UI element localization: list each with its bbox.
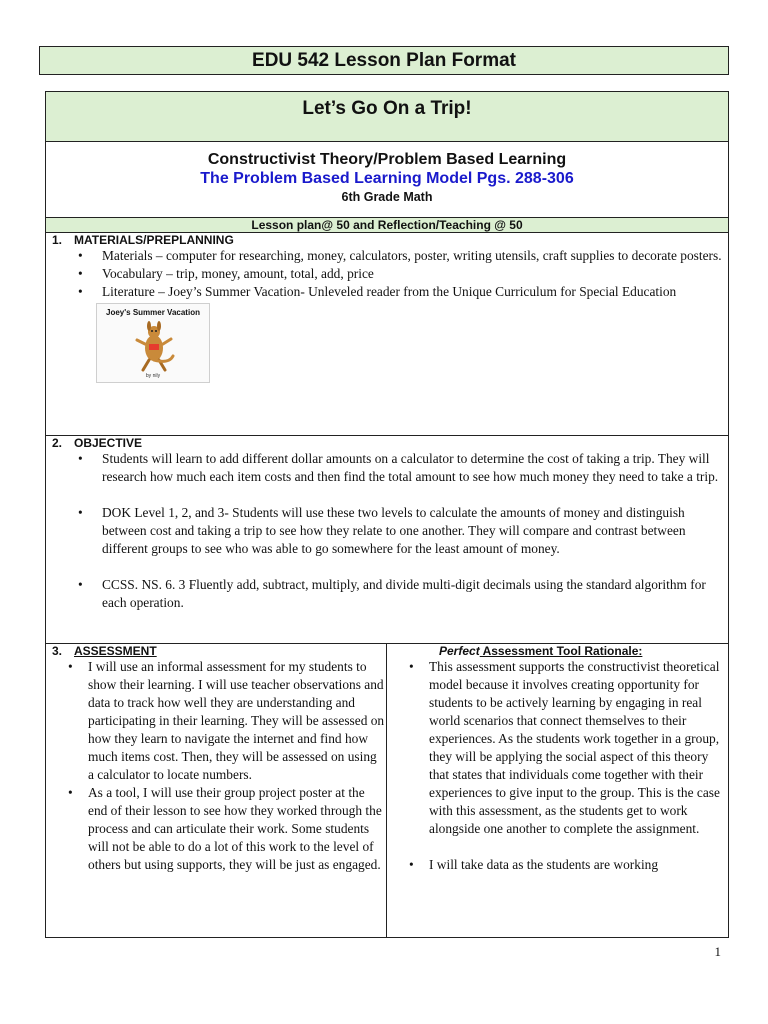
assessment-column: [46, 644, 387, 938]
assessment-list: [68, 658, 386, 874]
section-number: 2.: [52, 436, 63, 450]
rationale-heading-italic: Perfect: [439, 644, 480, 658]
list-item: • I will use an informal assessment for my students to show their learning. I will use teacher observations and data to track how well they are understanding and participating in their learning. They will be assessed on how they learn to navigate the internet and find how much items cost. Then, they will be assessed on using a calculator to locate numbers.: [68, 659, 385, 782]
rationale-heading: [393, 644, 728, 658]
materials-section: [46, 233, 728, 436]
list-item: • Vocabulary – trip, money, amount, total, add, price: [78, 266, 374, 281]
theory-title: Constructivist Theory/Problem Based Learning: [207, 151, 567, 168]
section-heading-text: ASSESSMENT: [74, 644, 157, 658]
list-item: • I will take data as the students are working: [409, 857, 659, 872]
bullet-icon: •: [78, 505, 83, 520]
objective-list: [78, 450, 728, 612]
objective-section: [46, 436, 728, 644]
list-item: • Materials – computer for researching, money, calculators, poster, writing utensils, craft supplies to decorate posters.: [78, 248, 722, 263]
materials-list: [78, 247, 728, 301]
lesson-title: Let’s Go On a Trip!: [46, 92, 728, 142]
lesson-plan-table: [45, 91, 729, 938]
section-heading-text: OBJECTIVE: [74, 436, 143, 450]
list-item: • As a tool, I will use their group project poster at the end of their lesson to see how they worked through the process and can articulate their work. Some students will not be able to do a lot of this work to the level of others but using supports, they will be just as engaged.: [68, 785, 382, 872]
lesson-plan-label: Lesson plan@ 50 and Reflection/Teaching @ 50: [46, 217, 728, 233]
rationale-heading-text: Assessment Tool Rationale:: [479, 644, 643, 658]
list-item: • Students will learn to add different dollar amounts on a calculator to determine the cost of taking a trip. They will research how much each item costs and then find the total amount to see how much money they need to take a trip.: [78, 451, 719, 484]
section-heading-text: MATERIALS/PREPLANNING: [74, 233, 234, 247]
assessment-section: [46, 644, 728, 938]
assessment-heading: [52, 644, 386, 658]
bullet-icon: •: [68, 659, 73, 674]
book-cover-image: [96, 303, 210, 383]
grade-label: 6th Grade Math: [341, 190, 433, 204]
bullet-icon: •: [409, 659, 414, 674]
book-cover-byline: by nily: [145, 373, 161, 379]
list-item: • CCSS. NS. 6. 3 Fluently add, subtract, multiply, and divide multi-digit decimals using the standard algorithm for each operation.: [78, 577, 706, 610]
list-item: • Literature – Joey’s Summer Vacation- Unleveled reader from the Unique Curriculum for Special Education: [78, 284, 677, 299]
bullet-icon: •: [409, 857, 414, 872]
model-title: The Problem Based Learning Model Pgs. 288-306: [200, 170, 574, 187]
bullet-icon: •: [78, 248, 83, 263]
document-title: EDU 542 Lesson Plan Format: [39, 46, 729, 75]
list-item: • DOK Level 1, 2, and 3- Students will use these two levels to calculate the amounts of money and distinguish between cost and taking a trip to see how they relate to one another. They will compare and contrast between different groups to see who was able to go somewhere for the least amount of money.: [78, 505, 686, 556]
page-number: 1: [714, 944, 721, 959]
section-number: 3.: [52, 644, 63, 658]
bullet-icon: •: [78, 284, 83, 299]
rationale-column: [387, 644, 728, 938]
bullet-icon: •: [68, 785, 73, 800]
section-number: 1.: [52, 233, 63, 247]
list-item: • This assessment supports the constructivist theoretical model because it involves creating opportunity for students to be actively learning by engaging in real world scenarios that connect themselves to their experiences. As the students work together in a group, they will be applying the social aspect of this theory that states that individuals come together with their experiences to give input to the group. This is the case with this assessment, as the students get to work alongside one another to complete the assignment.: [409, 659, 720, 836]
rationale-list: [409, 658, 728, 874]
materials-heading: [52, 233, 728, 247]
bullet-icon: •: [78, 577, 83, 592]
objective-heading: [52, 436, 728, 450]
book-cover-title: Joey's Summer Vacation: [106, 308, 200, 317]
bullet-icon: •: [78, 451, 83, 466]
kangaroo-icon: [97, 304, 211, 384]
theory-section: [46, 142, 728, 225]
bullet-icon: •: [78, 266, 83, 281]
